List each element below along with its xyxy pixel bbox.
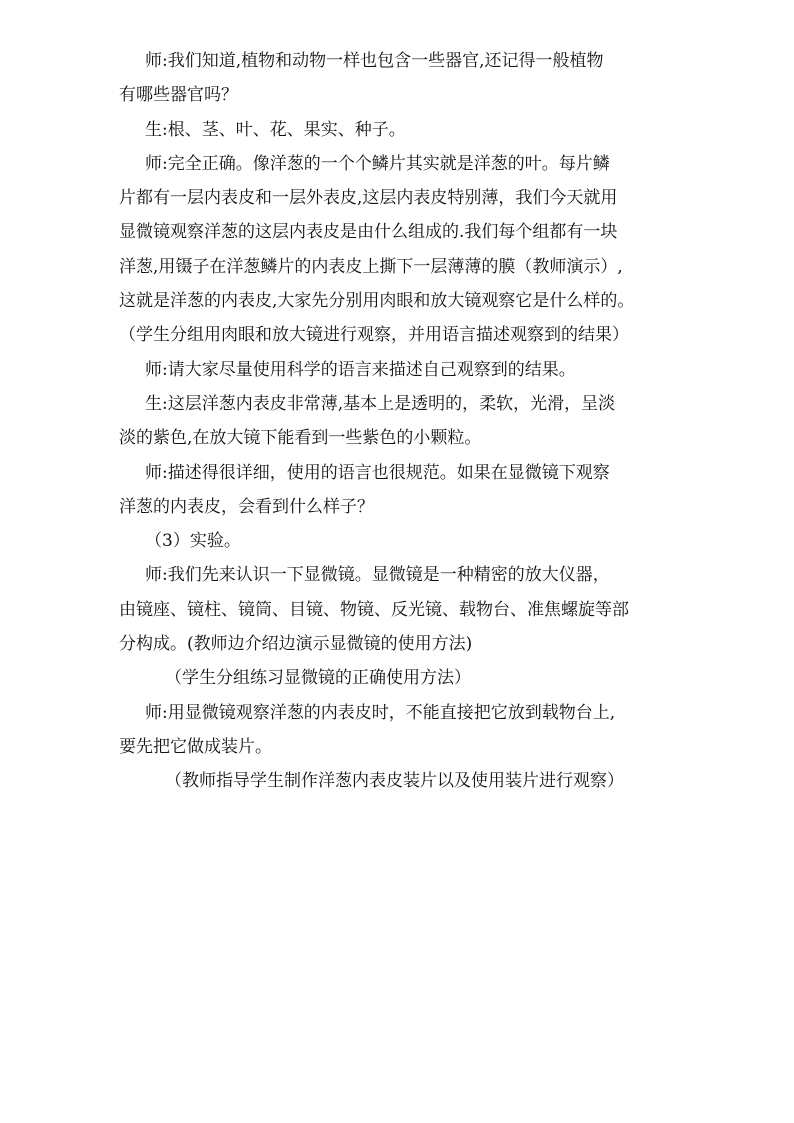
paragraph-line: 由镜座、镜柱、镜筒、目镜、物镜、反光镜、载物台、准焦螺旋等部 <box>119 599 629 620</box>
paragraph-line: 洋葱,用镊子在洋葱鳞片的内表皮上撕下一层薄薄的膜（教师演示）, <box>119 256 623 277</box>
paragraph-line: 显微镜观察洋葱的这层内表皮是由什么组成的.我们每个组都有一块 <box>119 222 618 243</box>
stage-direction: （教师指导学生制作洋葱内表皮装片以及使用装片进行观察） <box>165 771 624 792</box>
section-heading: （3）实验。 <box>145 531 241 552</box>
paragraph-line: 师:请大家尽量使用科学的语言来描述自己观察到的结果。 <box>145 359 576 380</box>
paragraph-line: （学生分组用肉眼和放大镜进行观察，并用语言描述观察到的结果） <box>119 325 629 346</box>
paragraph-line: 有哪些器官吗？ <box>119 85 238 106</box>
paragraph-line: 片都有一层内表皮和一层外表皮,这层内表皮特别薄，我们今天就用 <box>119 188 618 209</box>
paragraph-line: 师:用显微镜观察洋葱的内表皮时，不能直接把它放到载物台上, <box>145 702 616 723</box>
paragraph-line: 洋葱的内表皮，会看到什么样子？ <box>119 496 374 517</box>
paragraph-line: 这就是洋葱的内表皮,大家先分别用肉眼和放大镜观察它是什么样的。 <box>119 291 635 312</box>
paragraph-line: 生:这层洋葱内表皮非常薄,基本上是透明的，柔软，光滑，呈淡 <box>145 393 616 414</box>
paragraph-line: 淡的紫色,在放大镜下能看到一些紫色的小颗粒。 <box>119 428 482 449</box>
paragraph-line: 师:描述得很详细，使用的语言也很规范。如果在显微镜下观察 <box>145 462 610 483</box>
paragraph-line: 生:根、茎、叶、花、果实、种子。 <box>145 119 406 140</box>
paragraph-line: 分构成。(教师边介绍边演示显微镜的使用方法) <box>119 634 473 655</box>
paragraph-line: 师:我们先来认识一下显微镜。显微镜是一种精密的放大仪器， <box>145 565 610 586</box>
paragraph-line: 师:完全正确。像洋葱的一个个鳞片其实就是洋葱的叶。每片鳞 <box>145 153 610 174</box>
paragraph-line: 要先把它做成装片。 <box>119 736 272 757</box>
stage-direction: （学生分组练习显微镜的正确使用方法） <box>165 668 471 689</box>
paragraph-line: 师:我们知道,植物和动物一样也包含一些器官,还记得一般植物 <box>145 51 604 71</box>
document-body <box>119 44 684 799</box>
